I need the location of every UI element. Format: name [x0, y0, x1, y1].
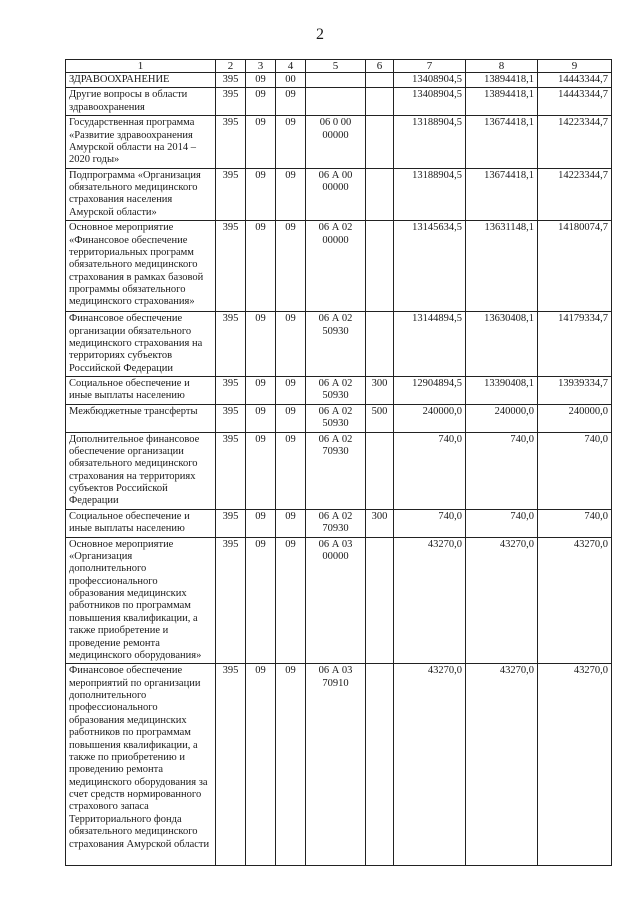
amount-col8: 740,0: [466, 509, 538, 537]
ministry-code: 395: [216, 168, 246, 221]
table-row: [66, 116, 612, 169]
ministry-code: 395: [216, 537, 246, 664]
section-code: 09: [246, 312, 276, 377]
table-row: [66, 88, 612, 116]
table-row: [66, 537, 612, 664]
table-row: [66, 168, 612, 221]
amount-col9: 740,0: [538, 509, 612, 537]
target-code: [306, 88, 366, 116]
row-name: Основное мероприятие «Финансовое обеспечение территориальных программ обязательного медицинского страхования в рамках базовой программы обязательного медицинского страхования»: [66, 221, 216, 312]
expense-type-code: [366, 537, 394, 664]
section-code: 09: [246, 432, 276, 509]
row-name: Социальное обеспечение и иные выплаты населению: [66, 377, 216, 405]
amount-col7: 740,0: [394, 509, 466, 537]
column-header: 3: [246, 60, 276, 73]
expense-type-code: 300: [366, 377, 394, 405]
section-code: 09: [246, 116, 276, 169]
subsection-code: 09: [276, 537, 306, 664]
amount-col7: 13408904,5: [394, 88, 466, 116]
amount-col7: 13408904,5: [394, 73, 466, 88]
subsection-code: 09: [276, 116, 306, 169]
target-code: 06 А 02 50930: [306, 404, 366, 432]
target-code: 06 А 02 50930: [306, 312, 366, 377]
table-row: [66, 73, 612, 88]
column-header: 6: [366, 60, 394, 73]
amount-col7: 13144894,5: [394, 312, 466, 377]
target-code: 06 А 00 00000: [306, 168, 366, 221]
column-header: 5: [306, 60, 366, 73]
expense-type-code: [366, 312, 394, 377]
row-name: Межбюджетные трансферты: [66, 404, 216, 432]
column-header: 4: [276, 60, 306, 73]
subsection-code: 09: [276, 221, 306, 312]
amount-col8: 13674418,1: [466, 116, 538, 169]
table-row: [66, 664, 612, 866]
amount-col7: 12904894,5: [394, 377, 466, 405]
ministry-code: 395: [216, 404, 246, 432]
subsection-code: 09: [276, 312, 306, 377]
expense-type-code: [366, 73, 394, 88]
expense-type-code: 500: [366, 404, 394, 432]
ministry-code: 395: [216, 432, 246, 509]
target-code: 06 А 02 00000: [306, 221, 366, 312]
subsection-code: 09: [276, 404, 306, 432]
page-number: 2: [316, 26, 324, 43]
ministry-code: 395: [216, 312, 246, 377]
table-row: [66, 432, 612, 509]
target-code: [306, 73, 366, 88]
table-row: [66, 404, 612, 432]
section-code: 09: [246, 537, 276, 664]
ministry-code: 395: [216, 88, 246, 116]
subsection-code: 09: [276, 88, 306, 116]
amount-col7: 13145634,5: [394, 221, 466, 312]
row-name: Основное мероприятие «Организация дополнительного профессионального образования медицинских работников по программам повышения квалификации, а также приобретение и проведение ремонта медицинского оборудования»: [66, 537, 216, 664]
amount-col9: 240000,0: [538, 404, 612, 432]
expense-type-code: 300: [366, 509, 394, 537]
expense-type-code: [366, 168, 394, 221]
amount-col8: 13390408,1: [466, 377, 538, 405]
target-code: 06 А 03 00000: [306, 537, 366, 664]
row-name: Государственная программа «Развитие здравоохранения Амурской области на 2014 – 2020 годы»: [66, 116, 216, 169]
table-row: [66, 221, 612, 312]
ministry-code: 395: [216, 116, 246, 169]
subsection-code: 09: [276, 377, 306, 405]
amount-col7: 240000,0: [394, 404, 466, 432]
target-code: 06 А 02 70930: [306, 432, 366, 509]
row-name: Дополнительное финансовое обеспечение организации обязательного медицинского страхования на территориях субъектов Российской Федерации: [66, 432, 216, 509]
expense-type-code: [366, 221, 394, 312]
subsection-code: 09: [276, 509, 306, 537]
amount-col8: 13674418,1: [466, 168, 538, 221]
amount-col8: 13631148,1: [466, 221, 538, 312]
ministry-code: 395: [216, 509, 246, 537]
row-name: Финансовое обеспечение организации обязательного медицинского страхования на территориях субъектов Российской Федерации: [66, 312, 216, 377]
row-name: Финансовое обеспечение мероприятий по организации дополнительного профессионального образования медицинских работников по программам повышения квалификации, а также по приобретению и проведению ремонта медицинского оборудования за счет средств нормированного страхового запаса Территориального фонда обязательного медицинского страхования Амурской области: [66, 664, 216, 866]
amount-col8: 13630408,1: [466, 312, 538, 377]
ministry-code: 395: [216, 73, 246, 88]
amount-col8: 13894418,1: [466, 73, 538, 88]
amount-col9: 14179334,7: [538, 312, 612, 377]
table-row: [66, 312, 612, 377]
row-name: Социальное обеспечение и иные выплаты населению: [66, 509, 216, 537]
target-code: 06 А 02 50930: [306, 377, 366, 405]
subsection-code: 09: [276, 432, 306, 509]
subsection-code: 00: [276, 73, 306, 88]
amount-col9: 14180074,7: [538, 221, 612, 312]
expense-type-code: [366, 432, 394, 509]
column-header: 8: [466, 60, 538, 73]
amount-col8: 43270,0: [466, 537, 538, 664]
amount-col8: 240000,0: [466, 404, 538, 432]
section-code: 09: [246, 509, 276, 537]
section-code: 09: [246, 73, 276, 88]
column-header: 2: [216, 60, 246, 73]
amount-col9: 43270,0: [538, 664, 612, 866]
ministry-code: 395: [216, 664, 246, 866]
row-name: Подпрограмма «Организация обязательного медицинского страхования населения Амурской области»: [66, 168, 216, 221]
table-row: [66, 509, 612, 537]
amount-col8: 43270,0: [466, 664, 538, 866]
amount-col9: 740,0: [538, 432, 612, 509]
target-code: 06 А 03 70910: [306, 664, 366, 866]
header-row: [66, 60, 612, 73]
section-code: 09: [246, 377, 276, 405]
expense-type-code: [366, 88, 394, 116]
column-header: 1: [66, 60, 216, 73]
section-code: 09: [246, 168, 276, 221]
section-code: 09: [246, 88, 276, 116]
section-code: 09: [246, 404, 276, 432]
ministry-code: 395: [216, 221, 246, 312]
section-code: 09: [246, 664, 276, 866]
expense-type-code: [366, 116, 394, 169]
amount-col7: 740,0: [394, 432, 466, 509]
amount-col7: 13188904,5: [394, 116, 466, 169]
amount-col8: 13894418,1: [466, 88, 538, 116]
row-name: Другие вопросы в области здравоохранения: [66, 88, 216, 116]
subsection-code: 09: [276, 664, 306, 866]
amount-col9: 13939334,7: [538, 377, 612, 405]
subsection-code: 09: [276, 168, 306, 221]
ministry-code: 395: [216, 377, 246, 405]
column-header: 7: [394, 60, 466, 73]
amount-col9: 14223344,7: [538, 116, 612, 169]
amount-col9: 14443344,7: [538, 73, 612, 88]
amount-col9: 14223344,7: [538, 168, 612, 221]
amount-col9: 14443344,7: [538, 88, 612, 116]
section-code: 09: [246, 221, 276, 312]
column-header: 9: [538, 60, 612, 73]
budget-table: [65, 59, 612, 866]
amount-col8: 740,0: [466, 432, 538, 509]
table-row: [66, 377, 612, 405]
amount-col7: 43270,0: [394, 664, 466, 866]
amount-col7: 43270,0: [394, 537, 466, 664]
expense-type-code: [366, 664, 394, 866]
amount-col7: 13188904,5: [394, 168, 466, 221]
amount-col9: 43270,0: [538, 537, 612, 664]
row-name: ЗДРАВООХРАНЕНИЕ: [66, 73, 216, 88]
target-code: 06 0 00 00000: [306, 116, 366, 169]
target-code: 06 А 02 70930: [306, 509, 366, 537]
